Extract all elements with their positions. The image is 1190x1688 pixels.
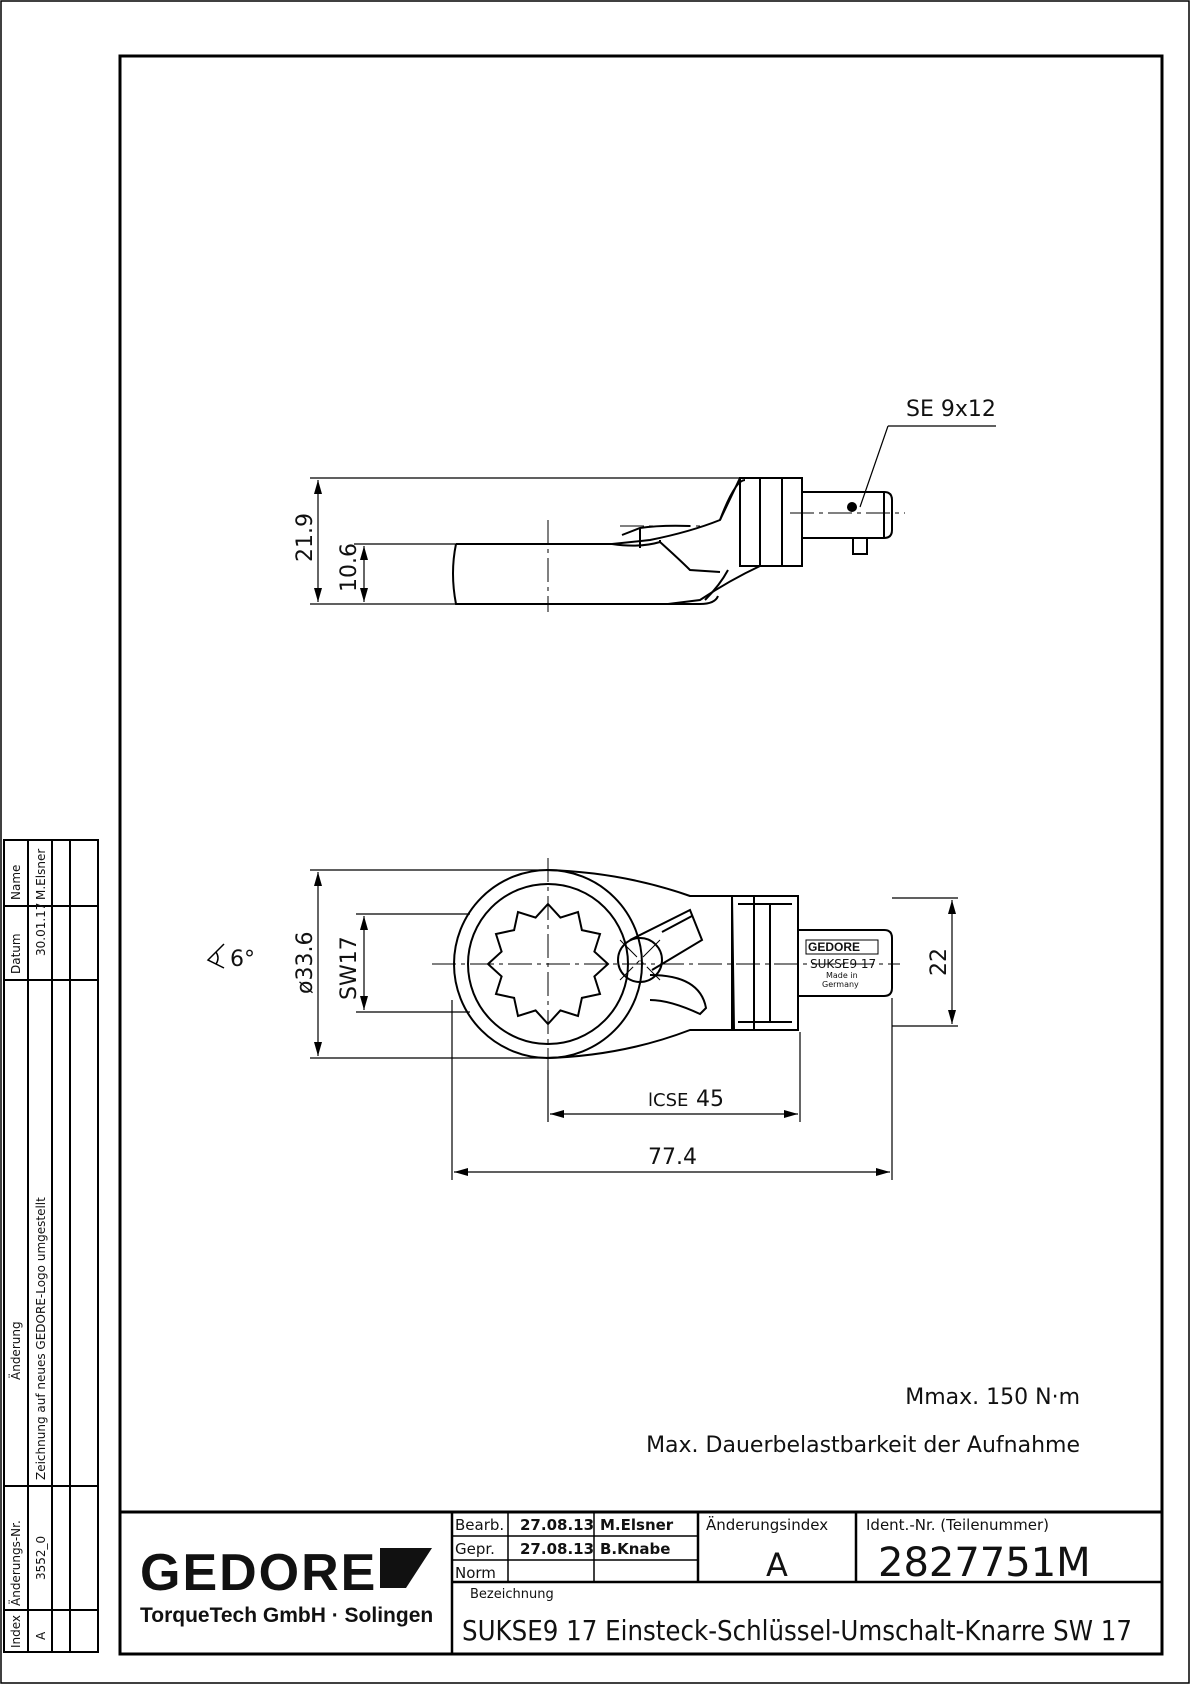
top-view-dimensions bbox=[310, 870, 958, 1180]
note-load: Max. Dauerbelastbarkeit der Aufnahme bbox=[646, 1433, 1080, 1458]
dim-height-total: 21.9 bbox=[293, 513, 318, 562]
rev-header-change-no: Änderungs-Nr. bbox=[9, 1520, 23, 1606]
dim-diameter: ø33.6 bbox=[293, 931, 318, 994]
aenderungsindex-label: Änderungsindex bbox=[706, 1516, 829, 1534]
rev-header-index: Index bbox=[9, 1614, 23, 1648]
ident-value: 2827751M bbox=[878, 1540, 1091, 1586]
norm-label: Norm bbox=[455, 1564, 496, 1582]
dim-insert-width: 22 bbox=[927, 948, 952, 976]
logo-text: GEDORE bbox=[140, 1544, 378, 1602]
rev-row-change: Zeichnung auf neues GEDORE-Logo umgestellt bbox=[34, 1197, 48, 1480]
rev-row-name: M.Elsner bbox=[34, 848, 48, 900]
dim-angle: 6° bbox=[230, 947, 255, 972]
aenderungsindex-value: A bbox=[766, 1546, 788, 1584]
dim-across-flats: SW17 bbox=[337, 936, 362, 1000]
note-torque: Mmax. 150 N·m bbox=[905, 1385, 1080, 1410]
bezeichnung-label: Bezeichnung bbox=[470, 1587, 554, 1602]
gepr-date: 27.08.13 bbox=[520, 1540, 595, 1558]
drawing-frame bbox=[120, 56, 1162, 1654]
engraving-origin-2: Germany bbox=[822, 980, 859, 989]
angle-icon bbox=[208, 944, 224, 968]
gepr-name: B.Knabe bbox=[600, 1540, 671, 1558]
rev-header-name: Name bbox=[9, 864, 23, 900]
bearb-label: Bearb. bbox=[455, 1516, 505, 1534]
gepr-label: Gepr. bbox=[455, 1540, 495, 1558]
side-view-dimensions bbox=[310, 426, 996, 604]
engraving-origin-1: Made in bbox=[826, 971, 858, 980]
logo-flag-icon bbox=[380, 1548, 432, 1588]
rev-row-change-no: 3552_0 bbox=[34, 1535, 48, 1580]
engraving-model: SUKSE9 17 bbox=[810, 957, 877, 971]
rev-header-date: Datum bbox=[9, 933, 23, 974]
ident-label: Ident.-Nr. (Teilenummer) bbox=[866, 1516, 1050, 1534]
rev-header-change: Änderung bbox=[9, 1321, 23, 1380]
bearb-name: M.Elsner bbox=[600, 1516, 674, 1534]
page-border bbox=[1, 1, 1189, 1683]
dim-height-ring: 10.6 bbox=[337, 543, 362, 592]
dim-lcse-value: 45 bbox=[696, 1087, 724, 1112]
callout-se: SE 9x12 bbox=[906, 397, 996, 422]
company-name: TorqueTech GmbH · Solingen bbox=[140, 1604, 434, 1627]
bearb-date: 27.08.13 bbox=[520, 1516, 595, 1534]
engraving bbox=[806, 940, 878, 989]
engraving-brand: GEDORE bbox=[808, 940, 861, 954]
side-view bbox=[453, 478, 892, 604]
company-logo bbox=[140, 1544, 432, 1602]
dim-overall-length: 77.4 bbox=[648, 1145, 697, 1170]
rev-row-index: A bbox=[34, 1631, 48, 1640]
rev-row-date: 30.01.17 bbox=[34, 902, 48, 956]
bezeichnung-value: SUKSE9 17 Einsteck-Schlüssel-Umschalt-Knarre SW 17 bbox=[462, 1614, 1132, 1647]
dim-lcse-label: lCSE bbox=[648, 1090, 689, 1111]
